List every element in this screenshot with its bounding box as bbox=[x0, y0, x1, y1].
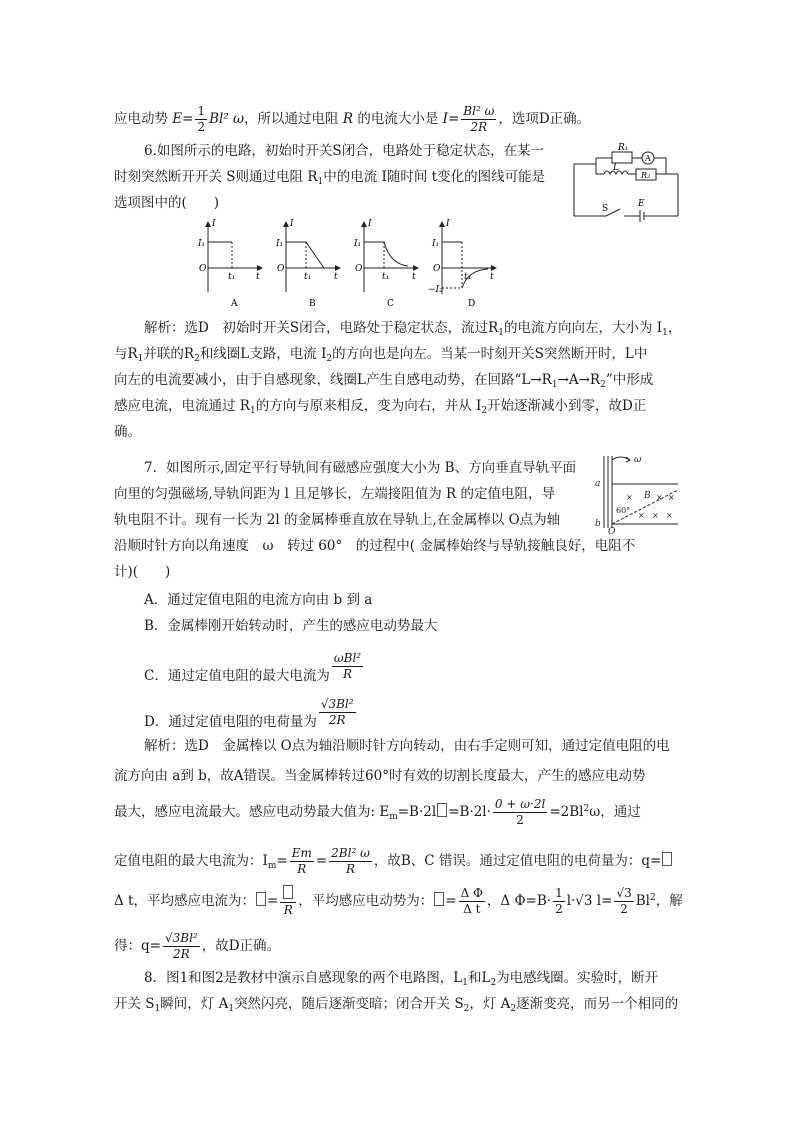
a7-line-2: 流方向由 a到 b，故A错误。当金属棒转过60°时有效的切割长度最大，产生的感应电动势 bbox=[114, 768, 646, 784]
svg-text:I₁: I₁ bbox=[432, 239, 440, 249]
a6-line-5: 确。 bbox=[114, 424, 141, 440]
graph-c-curve bbox=[364, 242, 408, 266]
svg-text:L: L bbox=[613, 163, 619, 173]
text-fragment: 的电流大小是 bbox=[357, 111, 439, 127]
graph-b-curve bbox=[286, 242, 324, 268]
svg-text:t₁: t₁ bbox=[228, 272, 236, 282]
q7-line-5: 计)( ) bbox=[114, 564, 171, 580]
svg-text:t₁: t₁ bbox=[382, 272, 390, 282]
graph-label-c: C bbox=[387, 299, 394, 309]
svg-text:I₁: I₁ bbox=[354, 239, 362, 249]
placeholder-box bbox=[256, 892, 266, 906]
resistor-r1 bbox=[612, 152, 632, 163]
svg-text:R₁: R₁ bbox=[618, 143, 629, 153]
svg-text:ω: ω bbox=[634, 455, 642, 465]
placeholder-box bbox=[434, 892, 444, 906]
fraction: $\frac{1}{2}$ bbox=[197, 104, 206, 134]
fraction: $\frac{\text{Bl² ω}}{2R}$ bbox=[463, 104, 495, 134]
svg-text:I: I bbox=[446, 219, 450, 229]
math-symbol: R bbox=[342, 111, 354, 127]
q8-line-1: 8．图1和图2是教材中演示自感现象的两个电路图，$L_1$和$L_2$为电感线圈。实验时，断开 bbox=[144, 970, 659, 988]
q6-line-1: 6.如图所示的电路，初始时开关S闭合，电路处于稳定状态，在某一 bbox=[144, 143, 545, 159]
svg-text:I: I bbox=[290, 219, 294, 229]
graph-label-b: B bbox=[309, 299, 316, 309]
option-b: B．金属棒刚开始转动时，产生的感应电动势最大 bbox=[144, 618, 438, 634]
option-d: D．通过定值电阻的电荷量为 $\frac{\text{√3Bl²}}{2R}$ bbox=[144, 697, 354, 730]
math-expression: Bl² ω bbox=[209, 111, 245, 127]
a7-line-4: 定值电阻的最大电流为：$I_m=$ $\frac{Em}{R}$ = $\frac{\text{2Bl² ω}}{R}$ ，故B、C 错误。通过定值电阻的电荷量为：q= bbox=[114, 846, 673, 877]
svg-text:b: b bbox=[595, 519, 601, 529]
text-fragment: 应电动势 bbox=[114, 111, 168, 127]
svg-text:60°: 60° bbox=[616, 506, 631, 515]
svg-text:×: × bbox=[668, 493, 675, 502]
q7-rail-diagram bbox=[586, 452, 686, 534]
option-c: C．通过定值电阻的最大电流为 $\frac{\text{ωBl²}}{R}$ bbox=[144, 651, 362, 684]
svg-text:E: E bbox=[638, 199, 645, 209]
svg-text:t: t bbox=[490, 272, 494, 282]
text-line: 应电动势 E= $\frac{1}{2}$ Bl² ω，所以通过电阻 R 的电流大小是 I= $\frac{\text{Bl² ω}}{2R}$ ，选项D正确。 bbox=[114, 104, 591, 134]
svg-text:O: O bbox=[433, 264, 441, 274]
q8-line-2: 开关 $S_1$瞬间，灯 $A_1$突然闪亮，随后逐渐变暗；闭合开关 $S_2$，灯 $A_2$逐渐变亮，而另一个相同的 bbox=[114, 996, 679, 1014]
svg-text:×: × bbox=[652, 511, 659, 520]
a6-line-4: 感应电流，电流通过 $R_1$的方向与原来相反，变为向右，并从 $I_2$开始逐渐减小到零，故D正 bbox=[114, 398, 647, 416]
q7-line-3: 轨电阻不计。现有一长为 2l 的金属棒垂直放在导轨上,在金属棒以 O点为轴 bbox=[114, 512, 561, 528]
a6-line-3: 向左的电流要减小，由于自感现象，线圈L产生自感电动势，在回路“$L\to R_1\to A\to R_2$”中形成 bbox=[114, 372, 654, 390]
svg-text:×: × bbox=[638, 511, 645, 520]
q7-line-1: 7．如图所示,固定平行导轨间有磁感应强度大小为 B、方向垂直导轨平面 bbox=[144, 460, 577, 476]
q7-line-2: 向里的匀强磁场,导轨间距为 l 且足够长，左端接阻值为 R 的定值电阻，导 bbox=[114, 486, 555, 502]
svg-text:O: O bbox=[355, 264, 363, 274]
svg-text:B: B bbox=[644, 491, 651, 501]
svg-text:R₂: R₂ bbox=[641, 171, 651, 180]
svg-text:t₁: t₁ bbox=[304, 272, 312, 282]
svg-text:I₁: I₁ bbox=[198, 239, 206, 249]
q7-line-4: 沿顺时针方向以角速度 ω 转过 60° 的过程中( 金属棒始终与导轨接触良好，电阻不 bbox=[114, 538, 636, 554]
a7-line-1: 解析：选D 金属棒以 O点为轴沿顺时针方向转动，由右手定则可知，通过定值电阻的电 bbox=[144, 738, 670, 754]
text-fragment: ，选项D正确。 bbox=[498, 111, 591, 127]
a7-line-6: 得：q= $\frac{\text{√3Bl²}}{2R}$ ，故D正确。 bbox=[114, 931, 281, 961]
a7-line-3: 最大，感应电流最大。感应电动势最大值为: $E_m=B\cdot 2l =B\cdot 2l\cdot$ $\frac{0 + \omega\cdot 2l}{2}$ $=2Bl^2\omega$，通过 bbox=[114, 797, 641, 827]
q6-option-graphs bbox=[196, 218, 506, 310]
svg-text:S: S bbox=[602, 204, 609, 214]
text-fragment: ，所以通过电阻 bbox=[244, 111, 339, 127]
svg-text:I: I bbox=[368, 219, 372, 229]
svg-text:O: O bbox=[199, 264, 207, 274]
q6-line-2: 时刻突然断开开关 S则通过电阻 $R_1$中的电流 I随时间 t变化的图线可能是 bbox=[114, 169, 546, 187]
svg-text:a: a bbox=[595, 479, 601, 489]
svg-text:t: t bbox=[334, 272, 338, 282]
svg-text:O: O bbox=[608, 527, 616, 534]
math-symbol: E bbox=[172, 111, 183, 127]
svg-text:O: O bbox=[277, 264, 285, 274]
a6-line-1: 解析：选D 初始时开关S闭合，电路处于稳定状态，流过$R_1$的电流方向向左，大小为 $I_1$， bbox=[144, 320, 682, 338]
placeholder-box bbox=[437, 803, 447, 817]
svg-text:I: I bbox=[212, 219, 216, 229]
placeholder-box bbox=[662, 852, 672, 866]
graph-label-a: A bbox=[231, 299, 238, 309]
svg-text:t: t bbox=[256, 272, 260, 282]
svg-text:×: × bbox=[626, 493, 633, 502]
option-a: A．通过定值电阻的电流方向由 b 到 a bbox=[144, 592, 373, 608]
a6-line-2: 与$R_1$并联的$R_2$和线圈L支路，电流 $I_2$的方向也是向左。当某一时刻开关S突然断开时，L中 bbox=[114, 346, 648, 364]
math-symbol: I bbox=[442, 111, 448, 127]
svg-text:−I₂: −I₂ bbox=[428, 285, 443, 295]
svg-text:I₁: I₁ bbox=[276, 239, 284, 249]
a7-line-5: Δ t，平均感应电流为： = R ，平均感应电动势为： = $\frac{\text{Δ Φ}}{\text{Δ t}}$ ，Δ Φ=B· $\frac{1}{2}$ l·√3 l= $\frac{√3}{2}$ Bl$^2$，解 bbox=[114, 886, 683, 917]
graph-label-d: D bbox=[468, 299, 476, 309]
svg-text:t: t bbox=[412, 272, 416, 282]
q6-line-3: 选项图中的( ) bbox=[114, 195, 220, 211]
svg-text:×: × bbox=[666, 511, 673, 520]
svg-text:A: A bbox=[645, 154, 651, 163]
svg-text:t₁: t₁ bbox=[464, 272, 472, 282]
q6-circuit-diagram bbox=[568, 140, 684, 222]
svg-text:×: × bbox=[656, 493, 663, 502]
